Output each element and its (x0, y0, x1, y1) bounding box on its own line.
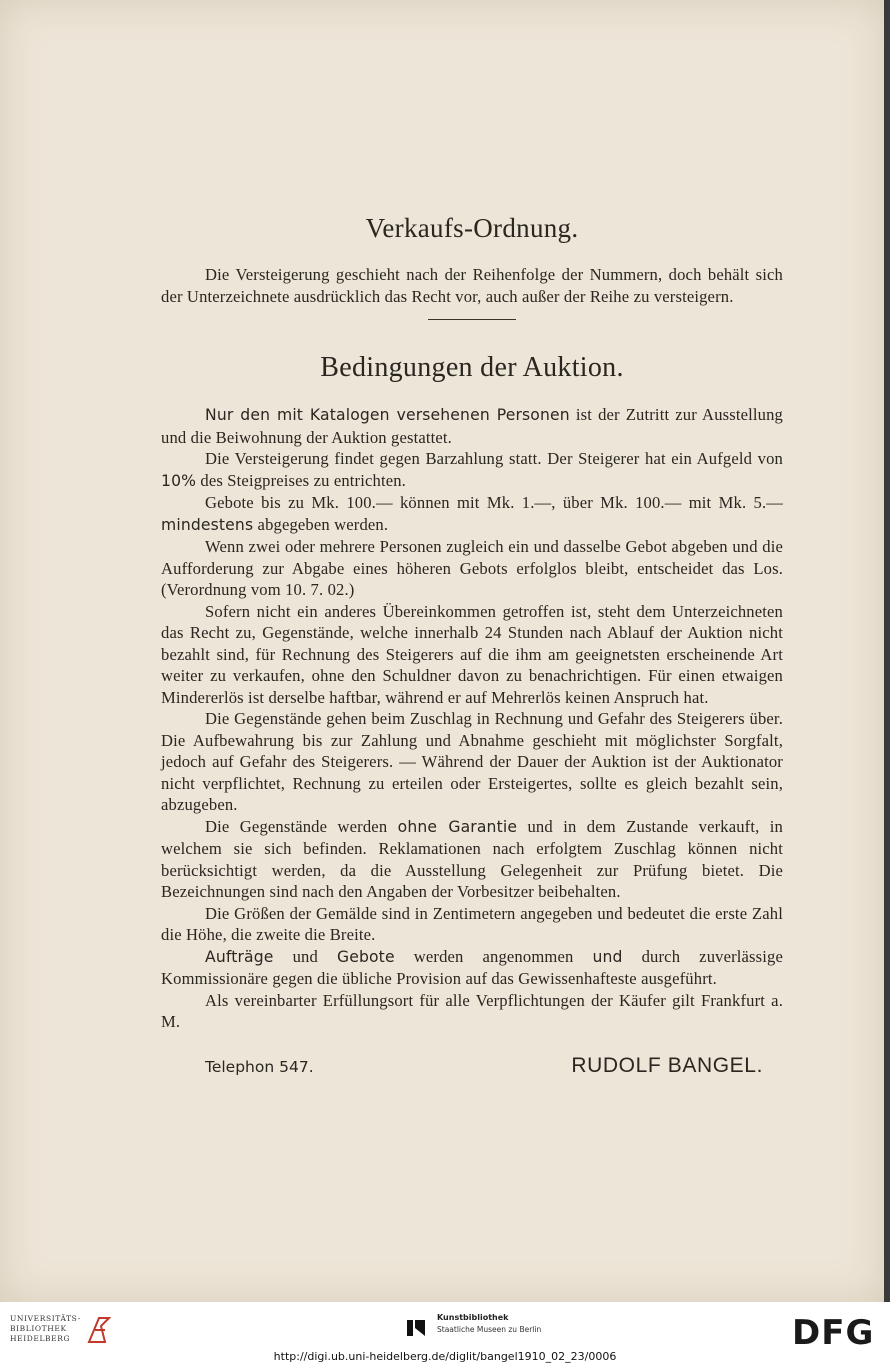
term-paragraph: Nur den mit Katalogen versehenen Personen ist der Zutritt zur Ausstellung und die Beiwohnung der Auktion gestattet. (161, 405, 783, 447)
signer-name: RUDOLF BANGEL. (571, 1053, 763, 1077)
page-edge (884, 0, 890, 1302)
term-paragraph: Sofern nicht ein anderes Übereinkommen getroffen ist, steht dem Unterzeichneten das Recht zu, Gegenstände, welche innerhalb 24 Stunden nach Ablauf der Auktion nicht bezahlt sind, für Rechnung des Steigerers auf die ihm am geeignetsten erscheinende Art weiter zu verkaufen, ohne den Schuldner davon zu benachrichtigen. Für einen etwaigen Mindererlös ist derselbe haftbar, während er auf Mehrerlös keinen Anspruch hat. (161, 601, 783, 707)
telephone-number: Telephon 547. (205, 1057, 314, 1076)
section-heading: Bedingungen der Auktion. (320, 352, 624, 383)
signature-row (161, 1055, 783, 1079)
emphasis-text: Nur den mit Katalogen versehenen Personen (205, 406, 570, 424)
dfg-label: DFG (792, 1313, 875, 1353)
university-library-logo[interactable] (10, 1314, 120, 1350)
document-title: Verkaufs-Ordnung. (365, 213, 579, 243)
heidelberg-logo-icon (85, 1314, 115, 1346)
term-paragraph: Die Größen der Gemälde sind in Zentimetern angegeben und bedeutet die erste Zahl die Höhe, die zweite die Breite. (161, 903, 783, 944)
kunstbibliothek-title: Kunstbibliothek (437, 1313, 509, 1322)
term-paragraph: Aufträge und Gebote werden angenommen und durch zuverlässige Kommissionäre gegen die übliche Provision auf das Gewissenhafteste ausgeführt. (161, 946, 783, 988)
term-paragraph: Als vereinbarter Erfüllungsort für alle Verpflichtungen der Käufer gilt Frankfurt a. M. (161, 990, 783, 1031)
page-content (161, 210, 783, 1078)
intro-paragraph: Die Versteigerung geschieht nach der Reihenfolge der Nummern, doch behält sich der Unterzeichnete ausdrücklich das Recht vor, auch außer der Reihe zu versteigern. (161, 265, 783, 306)
emphasis-text: und (592, 947, 623, 966)
emphasis-text: mindestens (161, 515, 254, 534)
term-paragraph: Wenn zwei oder mehrere Personen zugleich ein und dasselbe Gebot abgeben und die Aufforderung zur Abgabe eines höheren Gebots erfolglos bleibt, entscheidet das Los. (Verordnung vom 10. 7. 02.) (161, 537, 783, 599)
kunstbibliothek-logo[interactable] (405, 1312, 605, 1342)
term-paragraph: Die Gegenstände gehen beim Zuschlag in Rechnung und Gefahr des Steigerers über. Die Aufbewahrung bis zur Zahlung und Abnahme geschieht mit möglichster Sorgfalt, jedoch auf Gefahr des Steigerers. — Während der Dauer der Auktion ist der Auktionator nicht verpflichtet, Rechnung zu erteilen oder Ersteigertes, sollte es gleich bezahlt sein, abzugeben. (161, 709, 783, 814)
term-paragraph: Die Gegenstände werden ohne Garantie und in dem Zustande verkauft, in welchem sie sich befinden. Reklamationen nach erfolgtem Zuschlag können nicht berücksichtigt werden, da die Ausstellung Gelegenheit zur Prüfung bietet. Die Bezeichnungen sind nach den Angaben der Vorbesitzer beibehalten. (161, 816, 783, 901)
section-divider (428, 319, 516, 320)
term-paragraph: Die Versteigerung findet gegen Barzahlung statt. Der Steigerer hat ein Aufgeld von 10% des Steigpreises zu entrichten. (161, 449, 783, 490)
dfg-logo[interactable] (792, 1313, 878, 1353)
emphasis-text: Aufträge (205, 947, 274, 966)
emphasis-text: 10% (161, 471, 197, 490)
source-url[interactable]: http://digi.ub.uni-heidelberg.de/diglit/bangel1910_02_23/0006 (273, 1350, 617, 1363)
footer-bar (0, 1302, 890, 1365)
kunstbibliothek-logo-icon (405, 1316, 427, 1338)
emphasis-text: Gebote (336, 947, 395, 966)
university-name: UNIVERSITÄTS- BIBLIOTHEK HEIDELBERG (10, 1314, 81, 1343)
kunstbibliothek-subtitle: Staatliche Museen zu Berlin (437, 1325, 542, 1334)
auction-terms (161, 404, 783, 1033)
term-paragraph: Gebote bis zu Mk. 100.— können mit Mk. 1.—, über Mk. 100.— mit Mk. 5.— mindestens abgegeben werden. (161, 493, 783, 534)
emphasis-text: ohne Garantie (397, 817, 518, 836)
